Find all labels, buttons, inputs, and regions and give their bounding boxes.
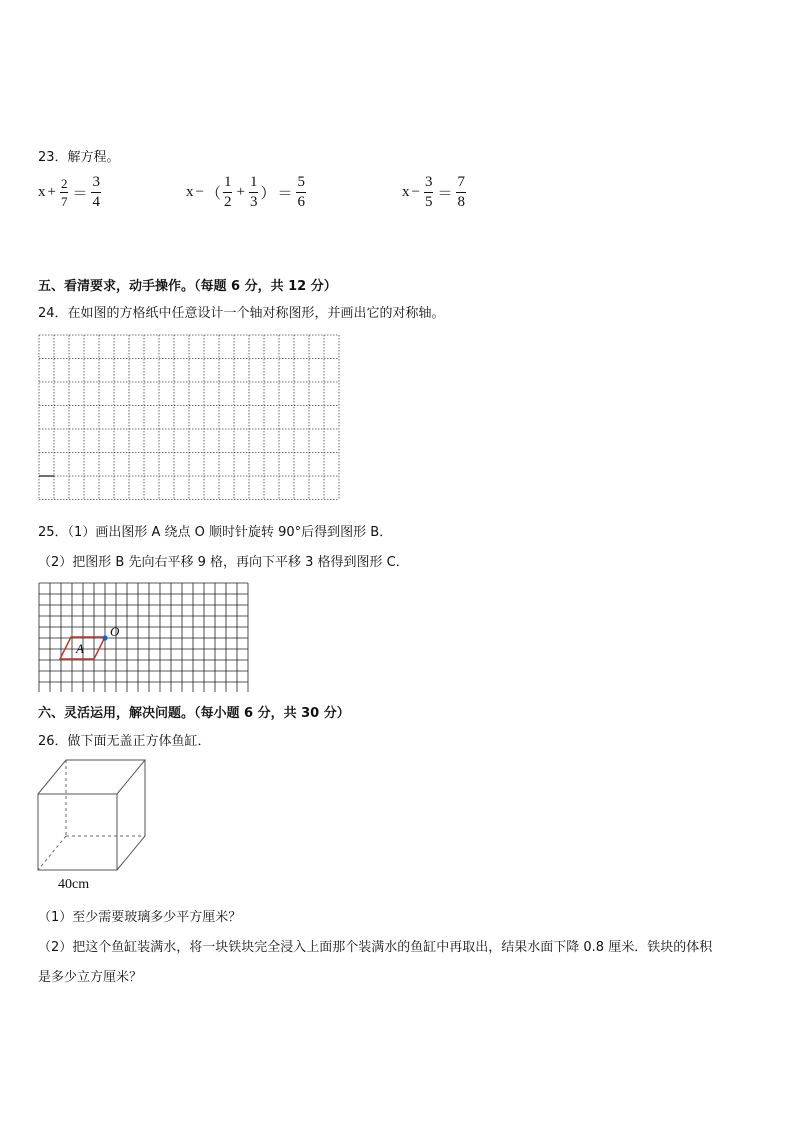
cube-front-face — [38, 794, 117, 870]
equation-2 — [186, 172, 308, 212]
q25-grid — [38, 582, 254, 692]
fraction-3-4: $\frac{3}{4}$ — [92, 173, 100, 210]
variable-x: x — [38, 183, 46, 200]
q25-part1: 25．（1）画出图形 A 绕点 O 顺时针旋转 90°后得到图形 B． — [38, 525, 393, 540]
label-a: A — [76, 641, 84, 656]
right-paren: ） — [260, 185, 276, 202]
equals-sign: ＝ — [72, 185, 88, 202]
variable-x: x — [186, 183, 194, 200]
fraction-2-7: $\frac{2}{7}$ — [60, 175, 68, 209]
fraction-5-6: $\frac{5}{6}$ — [297, 173, 305, 210]
label-o: O — [110, 624, 120, 639]
point-o — [102, 635, 107, 640]
minus-sign: − — [411, 183, 420, 200]
section-5-heading: 五、看清要求，动手操作。（每题 6 分，共 12 分） — [38, 279, 337, 294]
minus-sign: − — [195, 183, 204, 200]
equals-sign: ＝ — [277, 185, 293, 202]
equation-1 — [38, 172, 103, 212]
q26-part2-line1: （2）把这个鱼缸装满水，将一块铁块完全浸入上面那个装满水的鱼缸中再取出，结果水面下降 0.8 厘米．铁块的体积 — [38, 940, 713, 955]
fraction-1-3: $\frac{1}{3}$ — [249, 173, 258, 210]
cube-figure — [36, 758, 152, 894]
q24-dotted-grid — [38, 334, 340, 502]
cube-top-face — [38, 760, 145, 794]
q26-title: 26．做下面无盖正方体鱼缸． — [38, 734, 211, 749]
section-6-heading: 六、灵活运用，解决问题。（每小题 6 分，共 30 分） — [38, 706, 350, 721]
q24-text: 24．在如图的方格纸中任意设计一个轴对称图形，并画出它的对称轴。 — [38, 306, 445, 321]
equals-sign: ＝ — [437, 185, 453, 202]
q26-part1: （1）至少需要玻璃多少平方厘米？ — [38, 910, 242, 925]
fraction-1-2: $\frac{1}{2}$ — [223, 173, 232, 210]
cube-edge-label: 40cm — [58, 877, 90, 892]
plus-sign: + — [47, 183, 56, 200]
left-paren: （ — [205, 185, 221, 202]
fraction-7-8: $\frac{7}{8}$ — [457, 173, 465, 210]
cube-hidden-edge — [38, 836, 66, 870]
q25-part2: （2）把图形 B 先向右平移 9 格，再向下平移 3 格得到图形 C． — [38, 555, 409, 570]
q23-title: 23．解方程。 — [38, 150, 120, 165]
fraction-3-5: $\frac{3}{5}$ — [424, 173, 433, 210]
plus-sign: + — [236, 183, 245, 200]
equation-3 — [402, 172, 468, 212]
q26-part2-line2: 是多少立方厘米？ — [38, 970, 143, 985]
variable-x: x — [402, 183, 410, 200]
